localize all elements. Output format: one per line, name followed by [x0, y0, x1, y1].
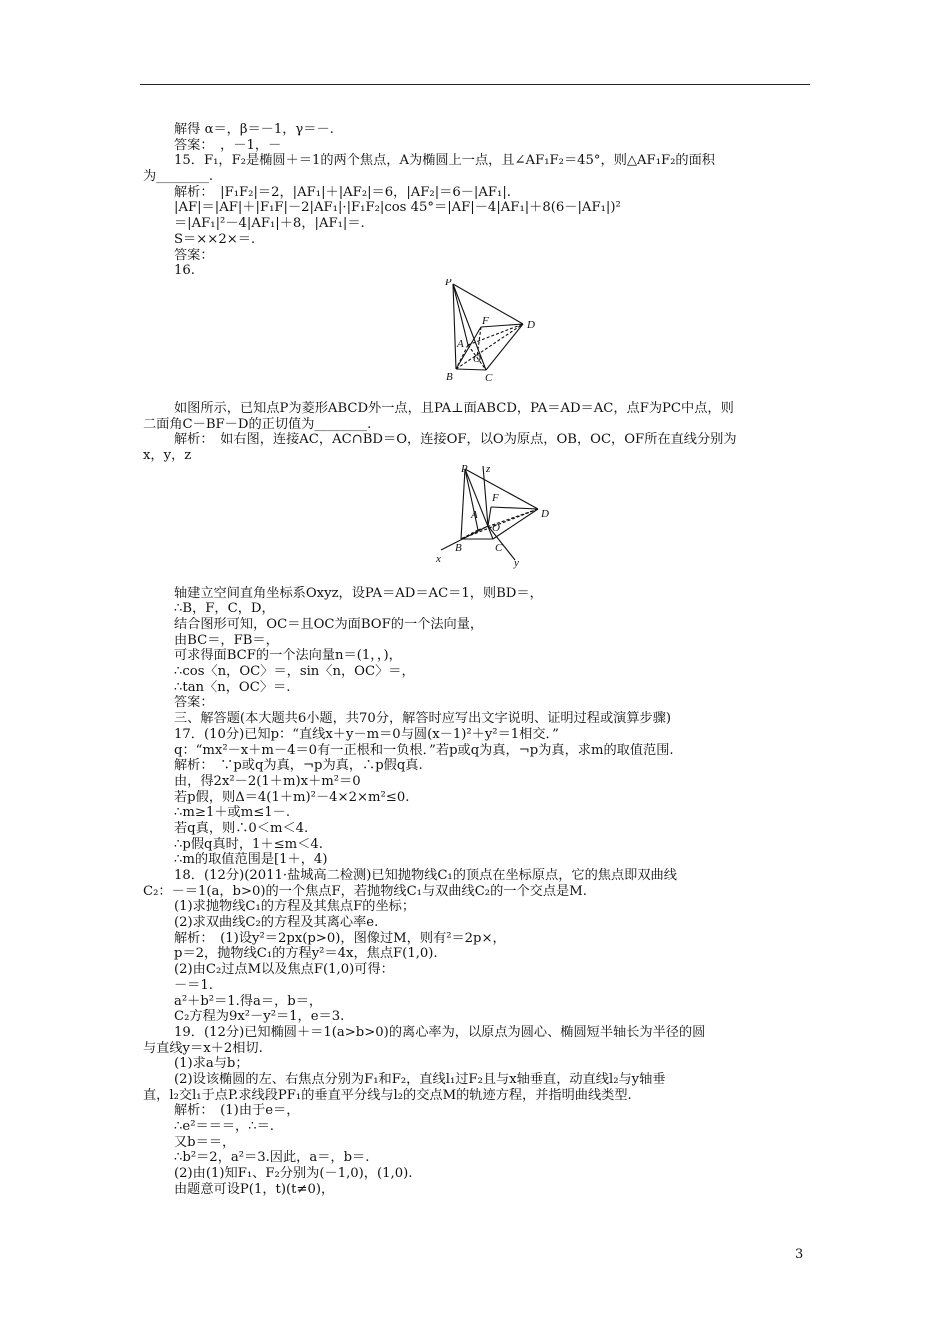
- text-line: ＝|AF₁|²－4|AF₁|＋8，|AF₁|＝.: [174, 216, 365, 232]
- text-line: －＝1.: [174, 977, 213, 993]
- fig1-label-B: B: [446, 370, 453, 383]
- text-line: 答案： ，－1，－: [174, 137, 282, 153]
- text-line: C₂：－＝1(a，b>0)的一个焦点F，若抛物线C₁与双曲线C₂的一个交点是M.: [143, 883, 587, 899]
- text-line: (2)求双曲线C₂的方程及其离心率e.: [174, 915, 379, 931]
- text-line: 17．(10分)已知p：“直线x＋y－m＝0与圆(x－1)²＋y²＝1相交．”: [174, 726, 559, 742]
- fig2-label-A: A: [471, 508, 478, 521]
- fig1-label-C: C: [485, 371, 493, 384]
- text-line: 解析： |F₁F₂|＝2，|AF₁|＋|AF₂|＝6，|AF₂|＝6－|AF₁|.: [174, 184, 511, 200]
- text-block-2: [143, 401, 810, 464]
- fig2-label-B: B: [455, 541, 462, 554]
- text-line: 为________.: [143, 169, 214, 185]
- figure-rhombus-pyramid: [143, 279, 810, 401]
- text-line: ∴e²＝＝＝，∴＝.: [174, 1119, 275, 1134]
- text-line: (1)求抛物线C₁的方程及其焦点F的坐标；: [174, 899, 416, 915]
- page-content: [143, 122, 810, 1197]
- text-line: 答案：: [174, 695, 214, 711]
- figure-coordinate-system: [143, 464, 810, 586]
- text-line: 直，l₂交l₁于点P.求线段PF₁的垂直平分线与l₂的交点M的轨迹方程，并指明曲线类型.: [143, 1087, 632, 1103]
- text-line: 解析： (1)设y²＝2px(p>0)，图像过M，则有²＝2p×，: [174, 930, 506, 946]
- fig2-label-x: x: [436, 552, 441, 565]
- text-line: 轴建立空间直角坐标系Oxyz，设PA＝AD＝AC＝1，则BD＝，: [174, 585, 543, 601]
- text-line: 解得 α＝，β＝－1，γ＝－.: [174, 122, 334, 137]
- fig1-label-O: O: [473, 352, 481, 365]
- fig2-label-C: C: [495, 541, 503, 554]
- text-line: ∴m的取值范围是[1＋，4): [174, 852, 328, 868]
- text-line: 答案：: [174, 247, 214, 263]
- text-line: 结合图形可知，OC＝且OC为面BOF的一个法向量，: [174, 617, 484, 632]
- text-line: ∴b²＝2，a²＝3.因此，a＝，b＝.: [174, 1150, 370, 1166]
- text-line: ∴B，F，C，D，: [174, 601, 275, 617]
- fig2-label-O: O: [492, 521, 500, 534]
- text-block-1: [143, 122, 810, 279]
- text-line: 15．F₁，F₂是椭圆＋＝1的两个焦点，A为椭圆上一点，且∠AF₁F₂＝45°，则△AF₁F₂的面积: [174, 153, 715, 169]
- text-line: 解析： 如右图，连接AC，AC∩BD＝O，连接OF，以O为原点，OB，OC，OF所在直线分别为: [174, 432, 737, 448]
- pyramid-figure-svg: [143, 279, 810, 401]
- text-line: 由BC＝，FB＝，: [174, 632, 279, 648]
- text-line: 又b＝＝，: [174, 1134, 236, 1150]
- text-line: |AF|＝|AF|＋|F₁F|－2|AF₁|·|F₁F₂|cos 45°＝|AF|－4|AF₁|＋8(6－|AF₁|)²: [174, 200, 621, 216]
- fig2-label-y: y: [514, 556, 519, 569]
- text-line: 若q真，则∴0＜m＜4.: [174, 820, 309, 836]
- text-line: 如图所示，已知点P为菱形ABCD外一点，且PA⊥面ABCD，PA＝AD＝AC，点F为PC中点，则: [174, 400, 734, 416]
- page-number: 3: [795, 1247, 804, 1262]
- text-line: p＝2，抛物线C₁的方程y²＝4x，焦点F(1,0).: [174, 946, 438, 962]
- text-line: (1)求a与b；: [174, 1056, 249, 1072]
- text-line: 解析： ∵p或q为真，¬p为真，∴p假q真.: [174, 758, 423, 774]
- header-rule: [140, 84, 810, 85]
- fig1-label-A: A: [457, 337, 464, 350]
- text-line: ∴p假q真时，1＋≤m＜4.: [174, 836, 323, 852]
- coordinate-figure-svg: [143, 464, 810, 586]
- text-line: 由题意可设P(1，t)(t≠0)，: [174, 1181, 335, 1197]
- fig1-label-F: F: [482, 314, 489, 327]
- text-line: C₂方程为9x²－y²＝1，e＝3.: [174, 1009, 345, 1025]
- fig2-label-F: F: [492, 491, 499, 504]
- text-line: 由，得2x²－2(1＋m)x＋m²＝0: [174, 773, 361, 789]
- fig2-label-z: z: [486, 463, 491, 475]
- text-line: ∴cos〈n，OC〉＝，sin〈n，OC〉＝，: [174, 664, 415, 680]
- text-line: ∴tan〈n，OC〉＝.: [174, 679, 291, 695]
- text-line: 若p假，则Δ＝4(1＋m)²－4×2×m²≤0.: [174, 789, 410, 805]
- text-line: (2)设该椭圆的左、右焦点分别为F₁和F₂，直线l₁过F₂且与x轴垂直，动直线l₂与y轴垂: [174, 1071, 666, 1087]
- text-line: ∴m≥1＋或m≤1－.: [174, 805, 291, 821]
- fig1-label-P: P: [445, 278, 452, 288]
- text-line: 16.: [174, 263, 195, 279]
- text-line: x，y，z: [143, 447, 192, 463]
- text-line: 与直线y＝x＋2相切.: [143, 1040, 263, 1056]
- text-line: 二面角C－BF－D的正切值为________.: [143, 416, 372, 432]
- text-line: q：“mx²－x＋m－4＝0有一正根和一负根．”若p或q为真，¬p为真，求m的取值范围.: [174, 742, 674, 758]
- text-line: 解析： (1)由于e＝，: [174, 1103, 300, 1119]
- text-line: 可求得面BCF的一个法向量n＝(1，，)，: [174, 648, 402, 664]
- fig2-label-P: P: [461, 463, 468, 475]
- text-line: (2)由(1)知F₁、F₂分别为(－1,0)，(1,0).: [174, 1166, 413, 1182]
- text-line: 19．(12分)已知椭圆＋＝1(a>b>0)的离心率为，以原点为圆心、椭圆短半轴长为半径的圆: [174, 1024, 706, 1040]
- text-line: 三、解答题(本大题共6小题，共70分，解答时应写出文字说明、证明过程或演算步骤): [174, 711, 672, 727]
- text-line: a²＋b²＝1.得a＝，b＝，: [174, 993, 323, 1009]
- text-block-3: [143, 586, 810, 1198]
- text-line: (2)由C₂过点M以及焦点F(1,0)可得：: [174, 962, 394, 978]
- fig1-label-D: D: [527, 318, 535, 331]
- fig2-label-D: D: [541, 507, 549, 520]
- text-line: S＝××2×＝.: [174, 231, 256, 247]
- text-line: 18．(12分)(2011·盐城高二检测)已知抛物线C₁的顶点在坐标原点，它的焦点即双曲线: [174, 868, 677, 883]
